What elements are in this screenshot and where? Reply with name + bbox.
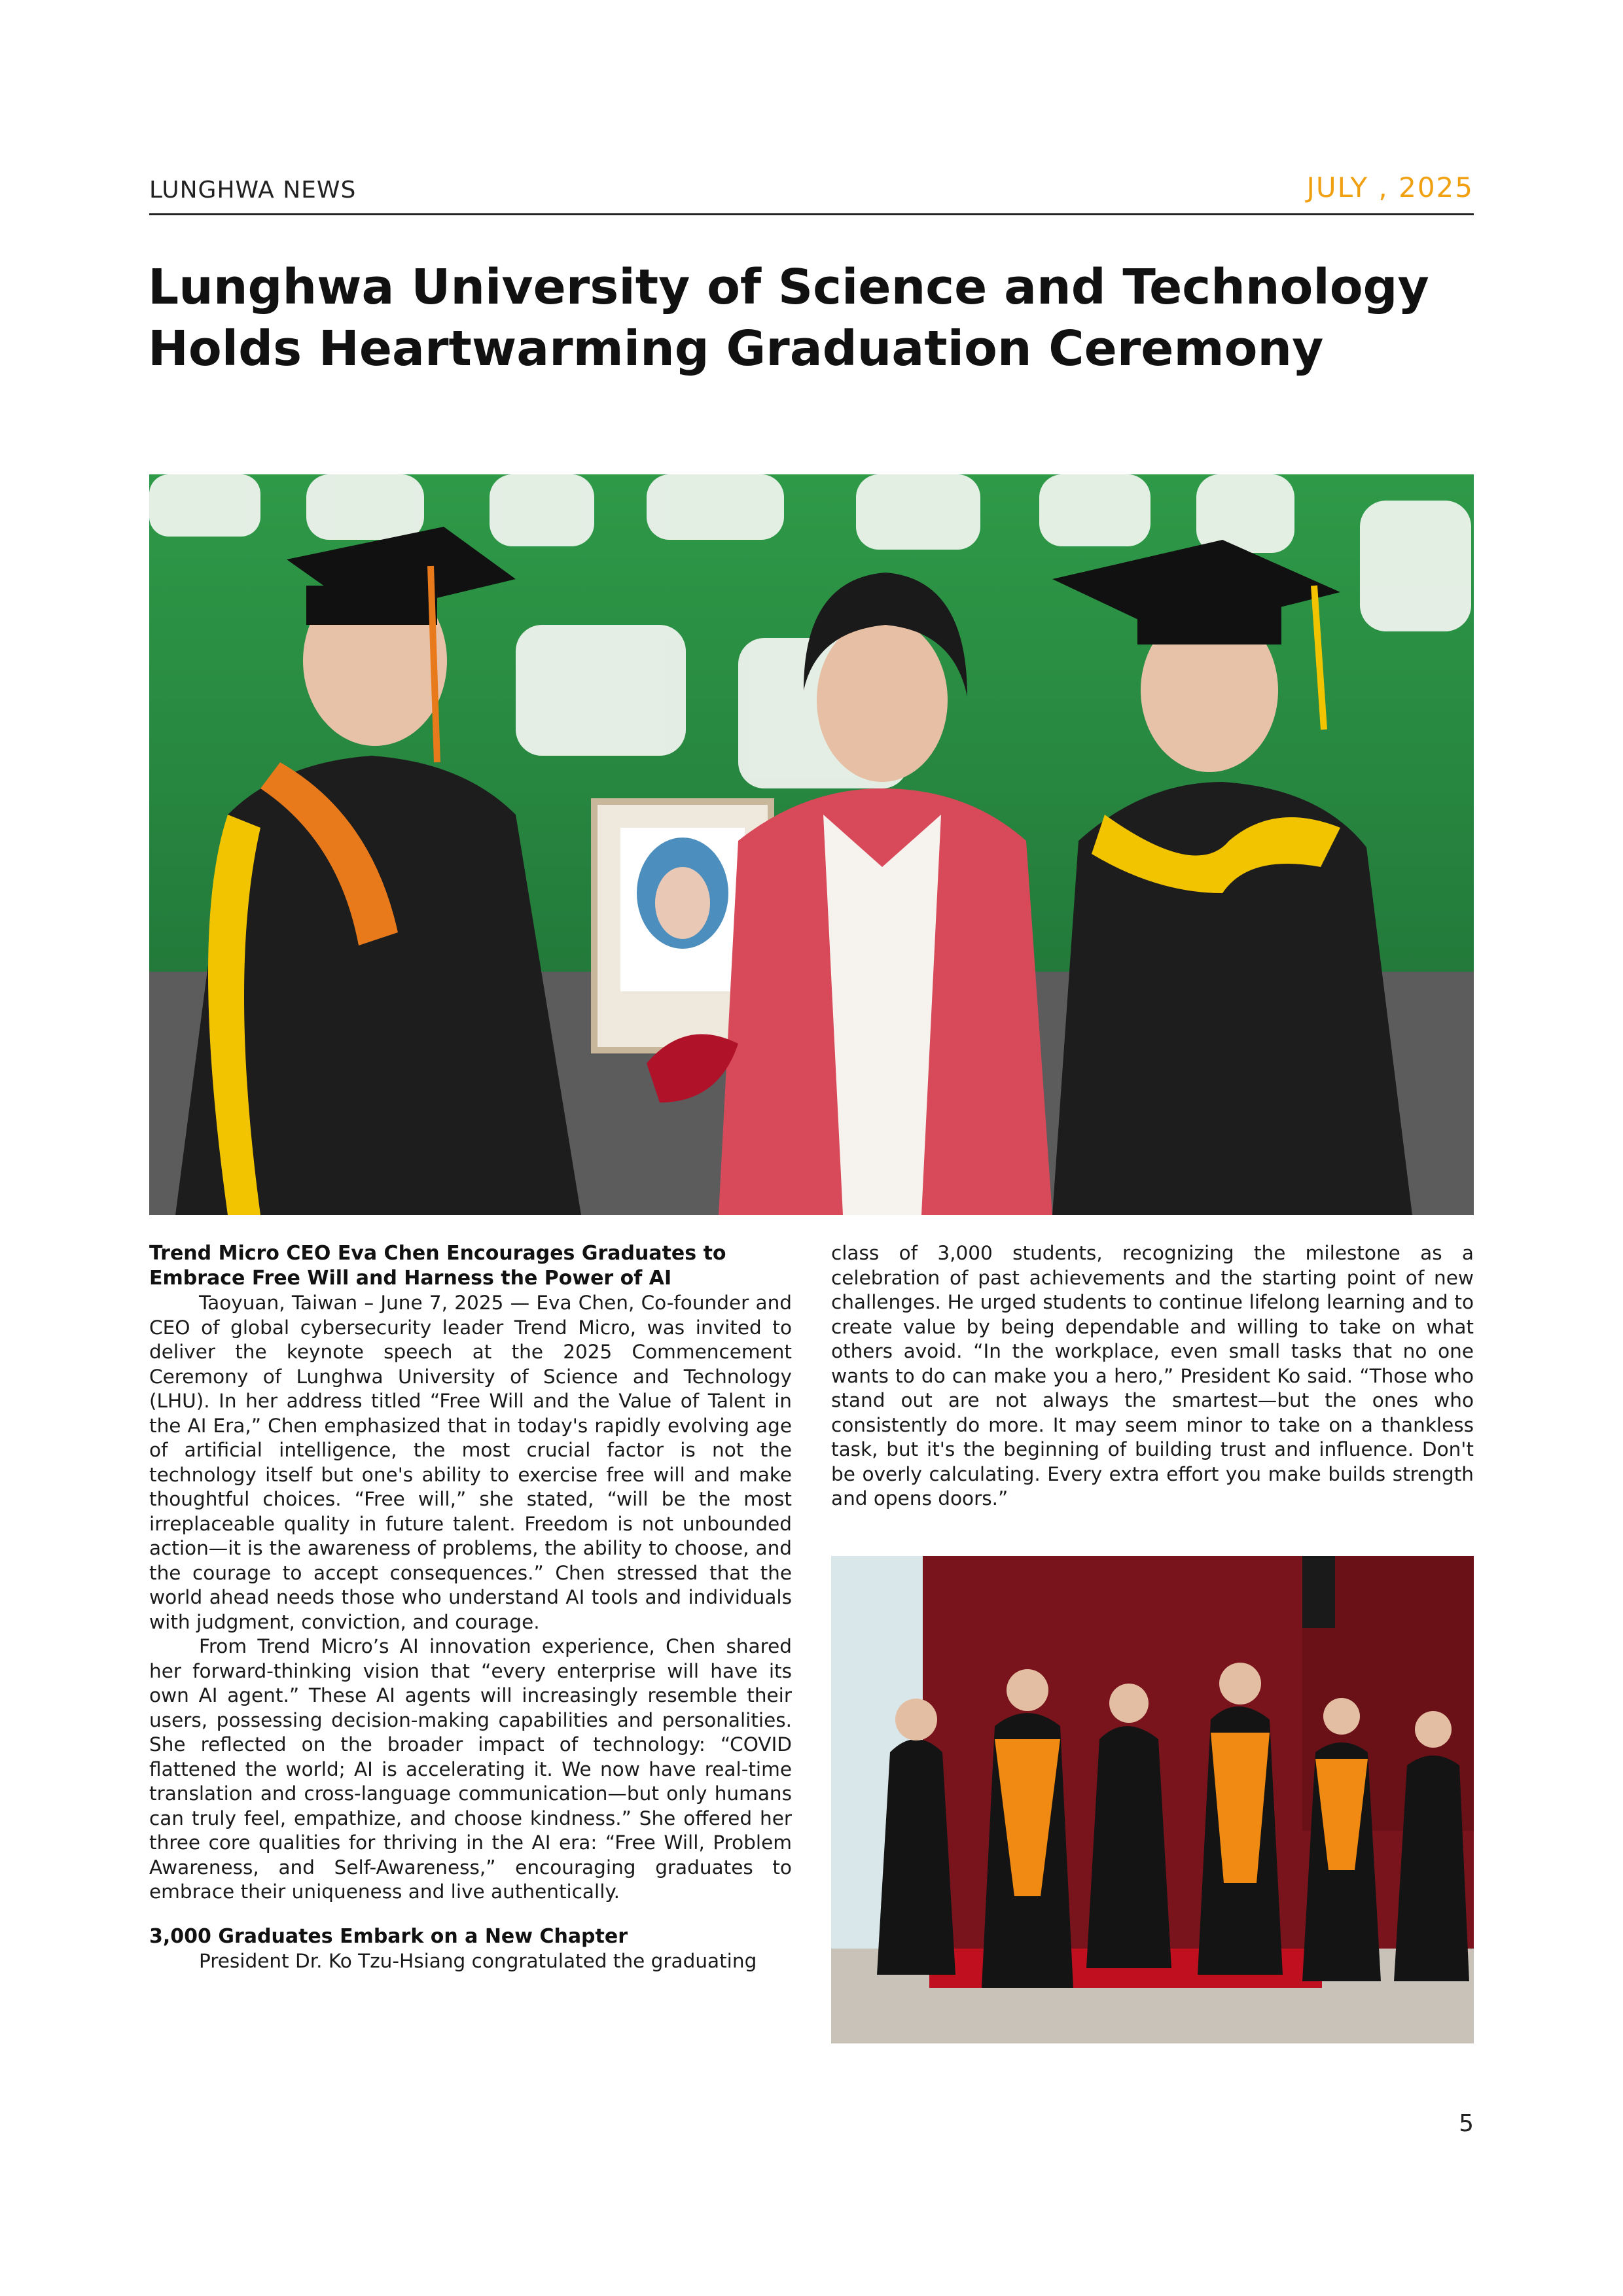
article-headline: Lunghwa University of Science and Technology Holds Heartwarming Graduation Ceremony [148, 259, 1429, 377]
paragraph-keynote-1: Taoyuan, Taiwan – June 7, 2025 — Eva Chen, Co-founder and CEO of global cybersecurity leader Trend Micro, was invited to deliver the keynote speech at the 2025 Commencement Ceremony of Lunghwa University of Science and Technology (LHU). In her address titled “Free Will and the Value of Talent in the AI Era,” Chen emphasized that in today's rapidly evolving age of artificial intelligence, the most crucial factor is not the technology itself but one's ability to exercise free will and make thoughtful choices. “Free will,” she stated, “will be the most irreplaceable quality in future talent. Freedom is not unbounded action—it is the awareness of problems, the ability to choose, and the courage to accept consequences.” Chen stressed that the world ahead needs those who understand AI tools and individuals with judgment, conviction, and courage. [149, 1292, 792, 1633]
issue-date: JULY , 2025 [1306, 171, 1474, 203]
section-heading-keynote: Trend Micro CEO Eva Chen Encourages Graduates to Embrace Free Will and Harness the Power of AI [149, 1242, 726, 1290]
page-number: 5 [1459, 2110, 1474, 2137]
paragraph-president-start: President Dr. Ko Tzu-Hsiang congratulated the graduating [199, 1949, 757, 1972]
section-heading-graduates: 3,000 Graduates Embark on a New Chapter [149, 1924, 628, 1948]
stage-graduates-photo [831, 1556, 1474, 2043]
paragraph-keynote-2: From Trend Micro’s AI innovation experience, Chen shared her forward-thinking vision that “every enterprise will have its own AI agent.” These AI agents will increasingly resemble their users, possessing decision-making capabilities and personalities. She reflected on the broader impact of technology: “COVID flattened the world; AI is accelerating it. We now have real-time translation and cross-language communication—but only humans can truly feel, empathize, and choose kindness.” She offered her three core qualities for thriving in the AI era: “Free Will, Problem Awareness, and Self-Awareness,” encouraging graduates to embrace their uniqueness and live authentically. [149, 1635, 792, 1903]
article-column-left [149, 1241, 792, 1973]
header-rule [149, 213, 1474, 215]
paragraph-president-continued: class of 3,000 students, recognizing the milestone as a celebration of past achievements and the starting point of new challenges. He urged students to continue lifelong learning and to create value by being dependable and willing to take on what others avoid. “In the workplace, even small tasks that no one wants to do can make you a hero,” President Ko said. “Those who stand out are not always the smartest—but the ones who consistently do more. It may seem minor to take on a thankless task, but it's the beginning of building trust and influence. Don't be overly calculating. Every extra effort you make builds strength and opens doors.” [831, 1242, 1474, 1510]
article-column-right [831, 1241, 1474, 1511]
main-ceremony-photo [149, 474, 1474, 1215]
publication-name: LUNGHWA NEWS [149, 177, 357, 203]
